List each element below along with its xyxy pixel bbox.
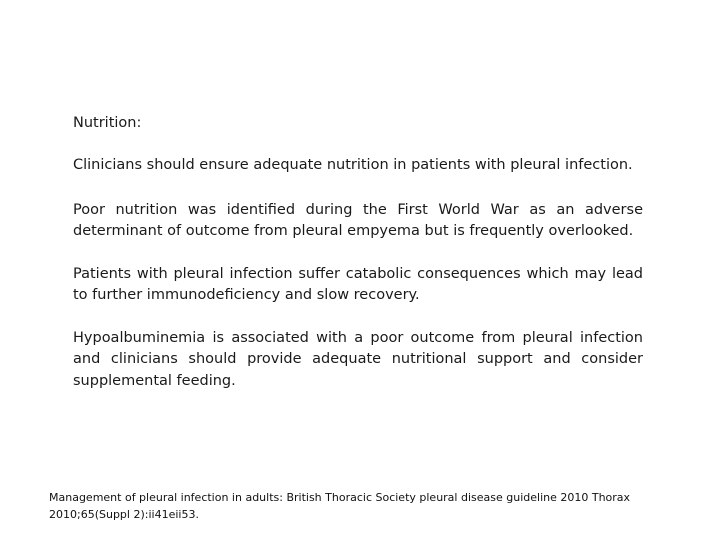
section-heading: Nutrition: (73, 115, 142, 131)
reference-line-1: Management of pleural infection in adults: British Thoracic Society pleural disease guideline 2010 Thorax (49, 491, 631, 504)
slide-content (73, 113, 643, 413)
reference-line-2: 2010;65(Suppl 2):ii41eii53. (49, 508, 199, 521)
paragraph-recommendation: Clinicians should ensure adequate nutrition in patients with pleural infection. (73, 157, 633, 173)
paragraph-hypoalbuminemia: Hypoalbuminemia is associated with a poor outcome from pleural infection and clinicians should provide adequate nutritional support and consider supplemental feeding. (73, 329, 643, 389)
paragraph-catabolic: Patients with pleural infection suffer catabolic consequences which may lead to further immunodeficiency and slow recovery. (73, 265, 643, 303)
reference-citation (49, 489, 649, 523)
paragraph-history: Poor nutrition was identified during the First World War as an adverse determinant of outcome from pleural empyema but is frequently overlooked. (73, 201, 643, 239)
